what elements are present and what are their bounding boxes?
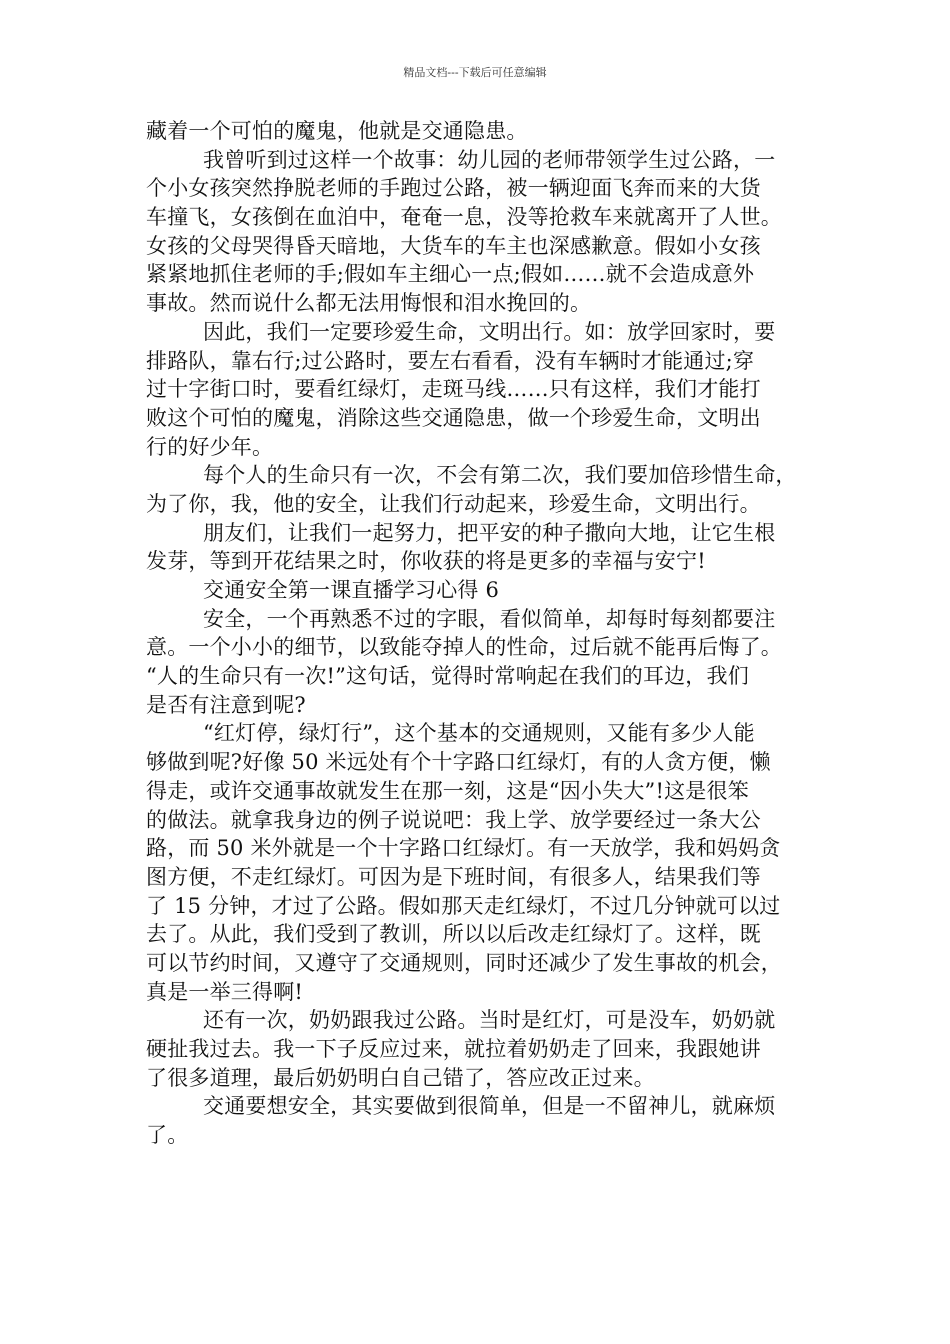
text-line: 安全，一个再熟悉不过的字眼，看似简单，却每时每刻都要注 [203, 606, 776, 631]
text-line: 真是一举三得啊! [146, 979, 304, 1004]
page-header: 精品文档---下载后可任意编辑 [403, 66, 547, 79]
text-line: 交通要想安全，其实要做到很简单，但是一不留神儿，就麻烦 [203, 1094, 776, 1119]
text-line: 朋友们，让我们一起努力，把平安的种子撒向大地，让它生根 [203, 520, 776, 545]
text-line: 发芽，等到开花结果之时，你收获的将是更多的幸福与安宁! [146, 549, 706, 574]
text-line: 排路队，靠右行;过公路时，要左右看看，没有车辆时才能通过;穿 [146, 348, 755, 373]
text-line: 得走，或许交通事故就发生在那一刻，这是“因小失大”!这是很笨 [146, 778, 749, 803]
text-line: 为了你，我，他的安全，让我们行动起来，珍爱生命，文明出行。 [146, 491, 761, 516]
text-line: 去了。从此，我们受到了教训，所以以后改走红绿灯了。这样，既 [146, 922, 761, 947]
text-line: 个小女孩突然挣脱老师的手跑过公路，被一辆迎面飞奔而来的大货 [146, 176, 761, 201]
text-line: 是否有注意到呢? [146, 692, 306, 717]
text-line: 了 15 分钟，才过了公路。假如那天走红绿灯，不过几分钟就可以过 [146, 893, 781, 918]
text-line: 够做到呢?好像 50 米远处有个十字路口红绿灯，有的人贪方便，懒 [146, 750, 771, 775]
text-line: “人的生命只有一次!”这句话，觉得时常响起在我们的耳边，我们 [146, 664, 749, 689]
text-line: 的做法。就拿我身边的例子说说吧：我上学、放学要经过一条大公 [146, 807, 761, 832]
text-line: 过十字街口时，要看红绿灯，走斑马线……只有这样，我们才能打 [146, 377, 761, 402]
document-body [146, 117, 816, 1150]
text-line: 每个人的生命只有一次，不会有第二次，我们要加倍珍惜生命， [203, 463, 797, 488]
text-line: 硬扯我过去。我一下子反应过来，就拉着奶奶走了回来，我跟她讲 [146, 1037, 761, 1061]
text-line: 交通安全第一课直播学习心得 6 [203, 578, 500, 602]
text-line: 图方便，不走红绿灯。可因为是下班时间，有很多人，结果我们等 [146, 864, 761, 889]
text-line: 藏着一个可怕的魔鬼，他就是交通隐患。 [146, 119, 528, 143]
text-line: 事故。然而说什么都无法用悔恨和泪水挽回的。 [146, 291, 592, 316]
text-line: 还有一次，奶奶跟我过公路。当时是红灯，可是没车，奶奶就 [203, 1008, 776, 1033]
text-line: 可以节约时间，又遵守了交通规则，同时还减少了发生事故的机会， [146, 950, 782, 975]
text-line: 了。 [146, 1123, 189, 1148]
text-line: 紧紧地抓住老师的手;假如车主细心一点;假如……就不会造成意外 [146, 262, 755, 287]
text-line: 车撞飞，女孩倒在血泊中，奄奄一息，没等抢救车来就离开了人世。 [146, 205, 782, 230]
text-line: 行的好少年。 [146, 434, 274, 459]
text-line: 因此，我们一定要珍爱生命，文明出行。如：放学回家时，要 [203, 319, 776, 344]
text-line: 了很多道理，最后奶奶明白自己错了，答应改正过来。 [146, 1065, 655, 1090]
text-line: 败这个可怕的魔鬼，消除这些交通隐患，做一个珍爱生命，文明出 [146, 405, 761, 430]
text-line: 我曾听到过这样一个故事：幼儿园的老师带领学生过公路，一 [203, 147, 776, 172]
text-line: 路，而 50 米外就是一个十字路口红绿灯。有一天放学，我和妈妈贪 [146, 836, 781, 861]
text-line: 意。一个小小的细节，以致能夺掉人的性命，过后就不能再后悔了。 [146, 635, 782, 660]
text-line: “红灯停，绿灯行”，这个基本的交通规则，又能有多少人能 [203, 721, 755, 746]
text-line: 女孩的父母哭得昏天暗地，大货车的车主也深感歉意。假如小女孩 [146, 233, 761, 258]
